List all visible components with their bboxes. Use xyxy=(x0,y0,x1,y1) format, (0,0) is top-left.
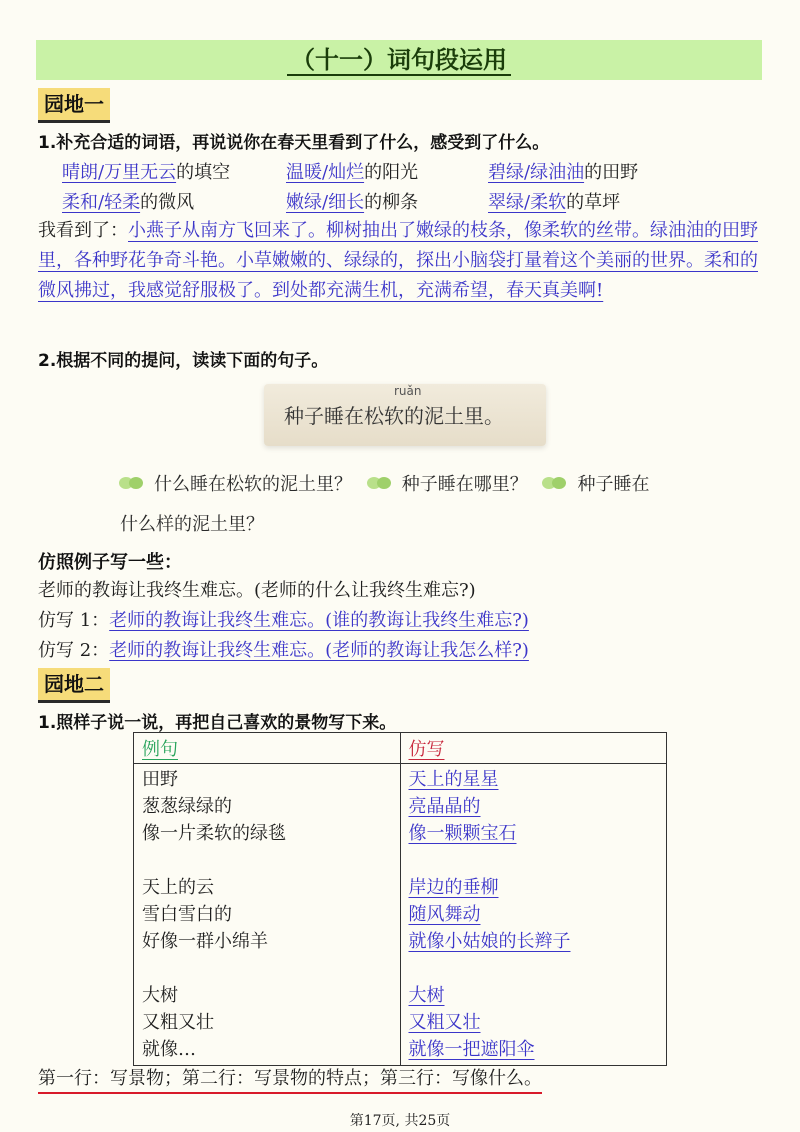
table-cell: 大树 xyxy=(142,985,178,1006)
fill-item: 翠绿/柔软的草坪 xyxy=(488,192,621,213)
table-cell: 亮晶晶的 xyxy=(408,796,481,817)
table-cell: 大树 xyxy=(408,985,445,1006)
imitation-column xyxy=(400,764,667,1066)
fill-item: 温暖/灿烂的阳光 xyxy=(286,162,419,183)
seen-paragraph xyxy=(38,216,768,306)
imitation-1: 仿写 1：老师的教诲让我终生难忘。(谁的教诲让我终生难忘?) xyxy=(38,610,529,631)
question-1: 1.补充合适的词语，再说说你在春天里看到了什么，感受到了什么。 xyxy=(38,133,550,153)
page-title: （十一）词句段运用 xyxy=(287,46,511,76)
question-2: 2.根据不同的提问，读读下面的句子。 xyxy=(38,351,329,371)
table-cell: 葱葱绿绿的 xyxy=(142,796,232,817)
table-body-row xyxy=(134,764,667,1066)
example-sentence: 老师的教诲让我终生难忘。(老师的什么让我终生难忘?) xyxy=(38,580,476,601)
table-cell: 又粗又壮 xyxy=(142,1012,214,1033)
seen-lead: 我看到了： xyxy=(38,220,128,241)
comparison-table xyxy=(133,732,667,1066)
table-cell: 岸边的垂柳 xyxy=(408,877,499,898)
table-cell: 就像… xyxy=(142,1039,196,1060)
question-item: 种子睡在 xyxy=(577,474,650,495)
table-cell: 像一颗颗宝石 xyxy=(408,823,517,844)
table-cell: 田野 xyxy=(142,769,178,790)
fill-item: 碧绿/绿油油的田野 xyxy=(488,162,639,183)
imitation-2: 仿写 2：老师的教诲让我终生难忘。(老师的教诲让我怎么样?) xyxy=(38,640,529,661)
leaf-icon xyxy=(118,474,144,497)
fill-item: 嫩绿/细长的柳条 xyxy=(286,192,419,213)
table-cell xyxy=(142,847,392,874)
table-header-row xyxy=(134,733,667,764)
table-cell: 天上的星星 xyxy=(408,769,499,790)
table-cell: 又粗又壮 xyxy=(408,1012,481,1033)
example-column xyxy=(134,764,401,1066)
table-cell: 天上的云 xyxy=(142,877,214,898)
section-heading-garden1: 园地一 xyxy=(38,88,110,123)
question-garden2-1: 1.照样子说一说，再把自己喜欢的景物写下来。 xyxy=(38,713,397,733)
page-footer: 第17页, 共25页 xyxy=(349,1113,451,1129)
table-cell: 随风舞动 xyxy=(408,904,481,925)
seen-text: 小燕子从南方飞回来了。柳树抽出了嫩绿的枝条，像柔软的丝带。绿油油的田野里，各种野花争奇斗艳。小草嫩嫩的、绿绿的，探出小脑袋打量着这个美丽的世界。柔和的微风拂过，我感觉舒服极了。到处都充满生机，充满希望，春天真美啊! xyxy=(38,220,758,301)
question-list xyxy=(118,470,649,497)
fill-item: 柔和/轻柔的微风 xyxy=(62,192,195,213)
section-heading-garden2: 园地二 xyxy=(38,668,110,703)
sample-sentence: 种子睡在松软的泥土里。 xyxy=(284,404,504,428)
table-cell xyxy=(142,955,392,982)
question-continuation: 什么样的泥土里？ xyxy=(120,514,264,535)
leaf-icon xyxy=(541,474,567,497)
table-cell: 雪白雪白的 xyxy=(142,904,232,925)
imitate-heading: 仿照例子写一些： xyxy=(38,552,182,573)
header-imitation: 仿写 xyxy=(408,739,445,760)
table-cell: 像一片柔软的绿毯 xyxy=(142,823,286,844)
table-cell: 就像小姑娘的长辫子 xyxy=(408,931,571,952)
line-explanation-note: 第一行：写景物；第二行：写景物的特点；第三行：写像什么。 xyxy=(38,1064,542,1094)
question-item: 种子睡在哪里？ xyxy=(401,474,528,495)
pinyin-annotation: ruǎn xyxy=(394,384,422,398)
page-title-bar xyxy=(36,40,762,80)
fill-item: 晴朗/万里无云的填空 xyxy=(62,162,231,183)
leaf-icon xyxy=(366,474,392,497)
header-example: 例句 xyxy=(142,739,178,760)
table-cell: 好像一群小绵羊 xyxy=(142,931,268,952)
table-cell: 就像一把遮阳伞 xyxy=(408,1039,535,1060)
question-item: 什么睡在松软的泥土里？ xyxy=(154,474,352,495)
